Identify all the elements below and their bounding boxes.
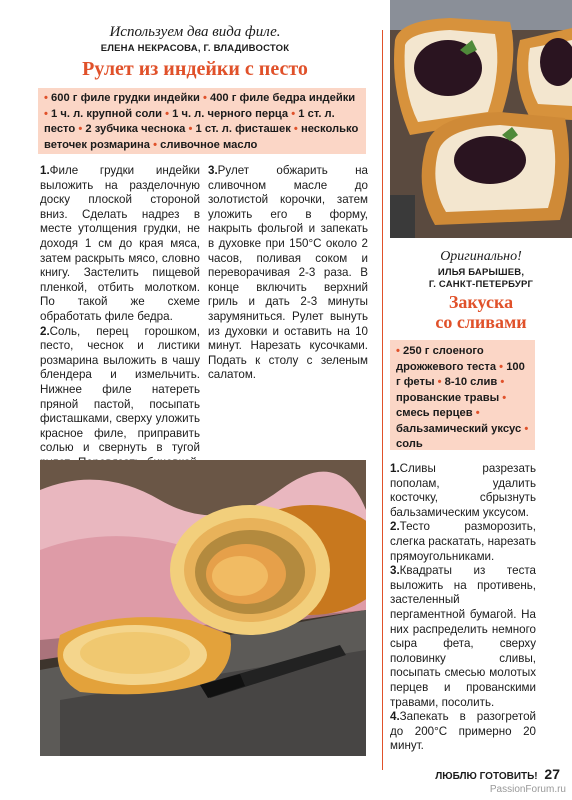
step: 3.Квадраты из теста выложить на противень, застеленный пергаментной бумагой. На них распределить немного сыра фета, сверху половинку сливы, посыпать смесью молотых перцев и прованскими травами, посолить. — [390, 564, 536, 709]
article2-ingredients-box — [390, 340, 535, 450]
article1-title: Рулет из индейки с песто — [82, 58, 308, 80]
page-number: 27 — [544, 766, 560, 782]
ingredient: бальзамический уксус — [396, 422, 522, 435]
article2-steps — [390, 462, 536, 754]
ingredient: 250 г слоеного дрожжевого теста — [396, 345, 497, 373]
step: 3.Рулет обжарить на сливочном масле до золотистой корочки, затем уложить его в форму, накрыть фольгой и запекать в духовке при 150°C около 2 часов, поливая соком и переворачивая 2-3 раза. В конце включить верхний гриль и дать 2-3 минуты зарумяниться. Рулет вынуть из духовки и оставить на 10 минут. Нарезать кусочками. Подать к столу с зеленым салатом. — [208, 164, 368, 382]
step: 4.Запекать в разогретой до 200°C примерно 20 минут. — [390, 710, 536, 753]
plum-appetizer-illustration — [390, 0, 572, 238]
article2-author-line2: Г. САНКТ-ПЕТЕРБУРГ — [428, 279, 534, 290]
article2-author-line1: ИЛЬЯ БАРЫШЕВ, — [437, 267, 525, 278]
article1-ingredients-list: • 600 г филе грудки индейки • 400 г филе бедра индейки • 1 ч. л. крупной соли • 1 ч. л. черного перца • 1 ст. л. песто • 2 зубчика чеснока • 1 ст. л. фисташек • несколько веточек розмарина • сливочное масло — [44, 92, 359, 151]
ingredient: 1 ч. л. крупной соли — [51, 107, 162, 120]
article1-ingredients-box — [38, 88, 366, 154]
ingredient: сливочное масло — [160, 138, 258, 151]
article2-title-line1: Закуска — [448, 292, 514, 312]
watermark: PassionForum.ru — [489, 784, 566, 795]
magazine-footer — [400, 766, 560, 782]
plum-appetizer-photo — [390, 0, 572, 238]
ingredient: 8-10 слив — [444, 376, 498, 388]
article2-tagline: Оригинально! — [440, 249, 522, 264]
ingredient: 600 г филе грудки индейки — [51, 92, 200, 104]
column-divider — [382, 30, 383, 770]
turkey-roll-illustration — [40, 460, 366, 756]
magazine-name: ЛЮБЛЮ ГОТОВИТЬ! — [435, 771, 538, 782]
ingredient: 400 г филе бедра индейки — [209, 92, 356, 104]
ingredient: несколько веточек розмарина — [44, 123, 359, 151]
article2-ingredients-list: • 250 г слоеного дрожжевого теста • 100 г феты • 8-10 слив • прованские травы • смесь перцев • бальзамический уксус • соль — [396, 345, 529, 450]
step: 1.Филе грудки индейки выложить на разделочную доску плоской стороной вниз. Сделать надрез в месте утолщения грудки, не доходя 1 см до края мяса, затем раскрыть мясо, словно книгу. Застелить пищевой пленкой, отбить молотком. По такой же схеме обработать филе бедра. — [40, 164, 200, 323]
step: 1.Сливы разрезать пополам, удалить косточку, сбрызнуть бальзамическим уксусом. — [390, 462, 536, 519]
turkey-roll-photo — [40, 460, 366, 756]
ingredient: 1 ч. л. черного перца — [172, 107, 289, 120]
ingredient: 1 ст. л. фисташек — [195, 123, 291, 135]
article1-author: ЕЛЕНА НЕКРАСОВА, Г. ВЛАДИВОСТОК — [100, 43, 290, 54]
ingredient: 2 зубчика чеснока — [85, 123, 186, 135]
ingredient: 1 ст. л. песто — [44, 107, 335, 135]
article2-title-line2: со сливами — [435, 312, 527, 332]
article1-tagline: Используем два вида филе. — [109, 24, 281, 40]
article1-col2 — [208, 164, 368, 383]
ingredient: смесь перцев — [396, 407, 473, 419]
ingredient: 100 г феты — [396, 360, 525, 388]
ingredient: прованские травы — [396, 391, 500, 404]
ingredient: соль — [396, 438, 423, 450]
step: 2.Тесто разморозить, слегка раскатать, нарезать прямоугольниками. — [390, 520, 536, 563]
step: 2.Соль, перец горошком, песто, чеснок и листики розмарина выложить в чашу блендера и измельчить. Нижнее филе натереть пряной пастой, посыпать фисташками, сверху уложить красное филе, приправить солью и свернуть в тугой — [40, 324, 200, 455]
article1-col1 — [40, 164, 200, 500]
